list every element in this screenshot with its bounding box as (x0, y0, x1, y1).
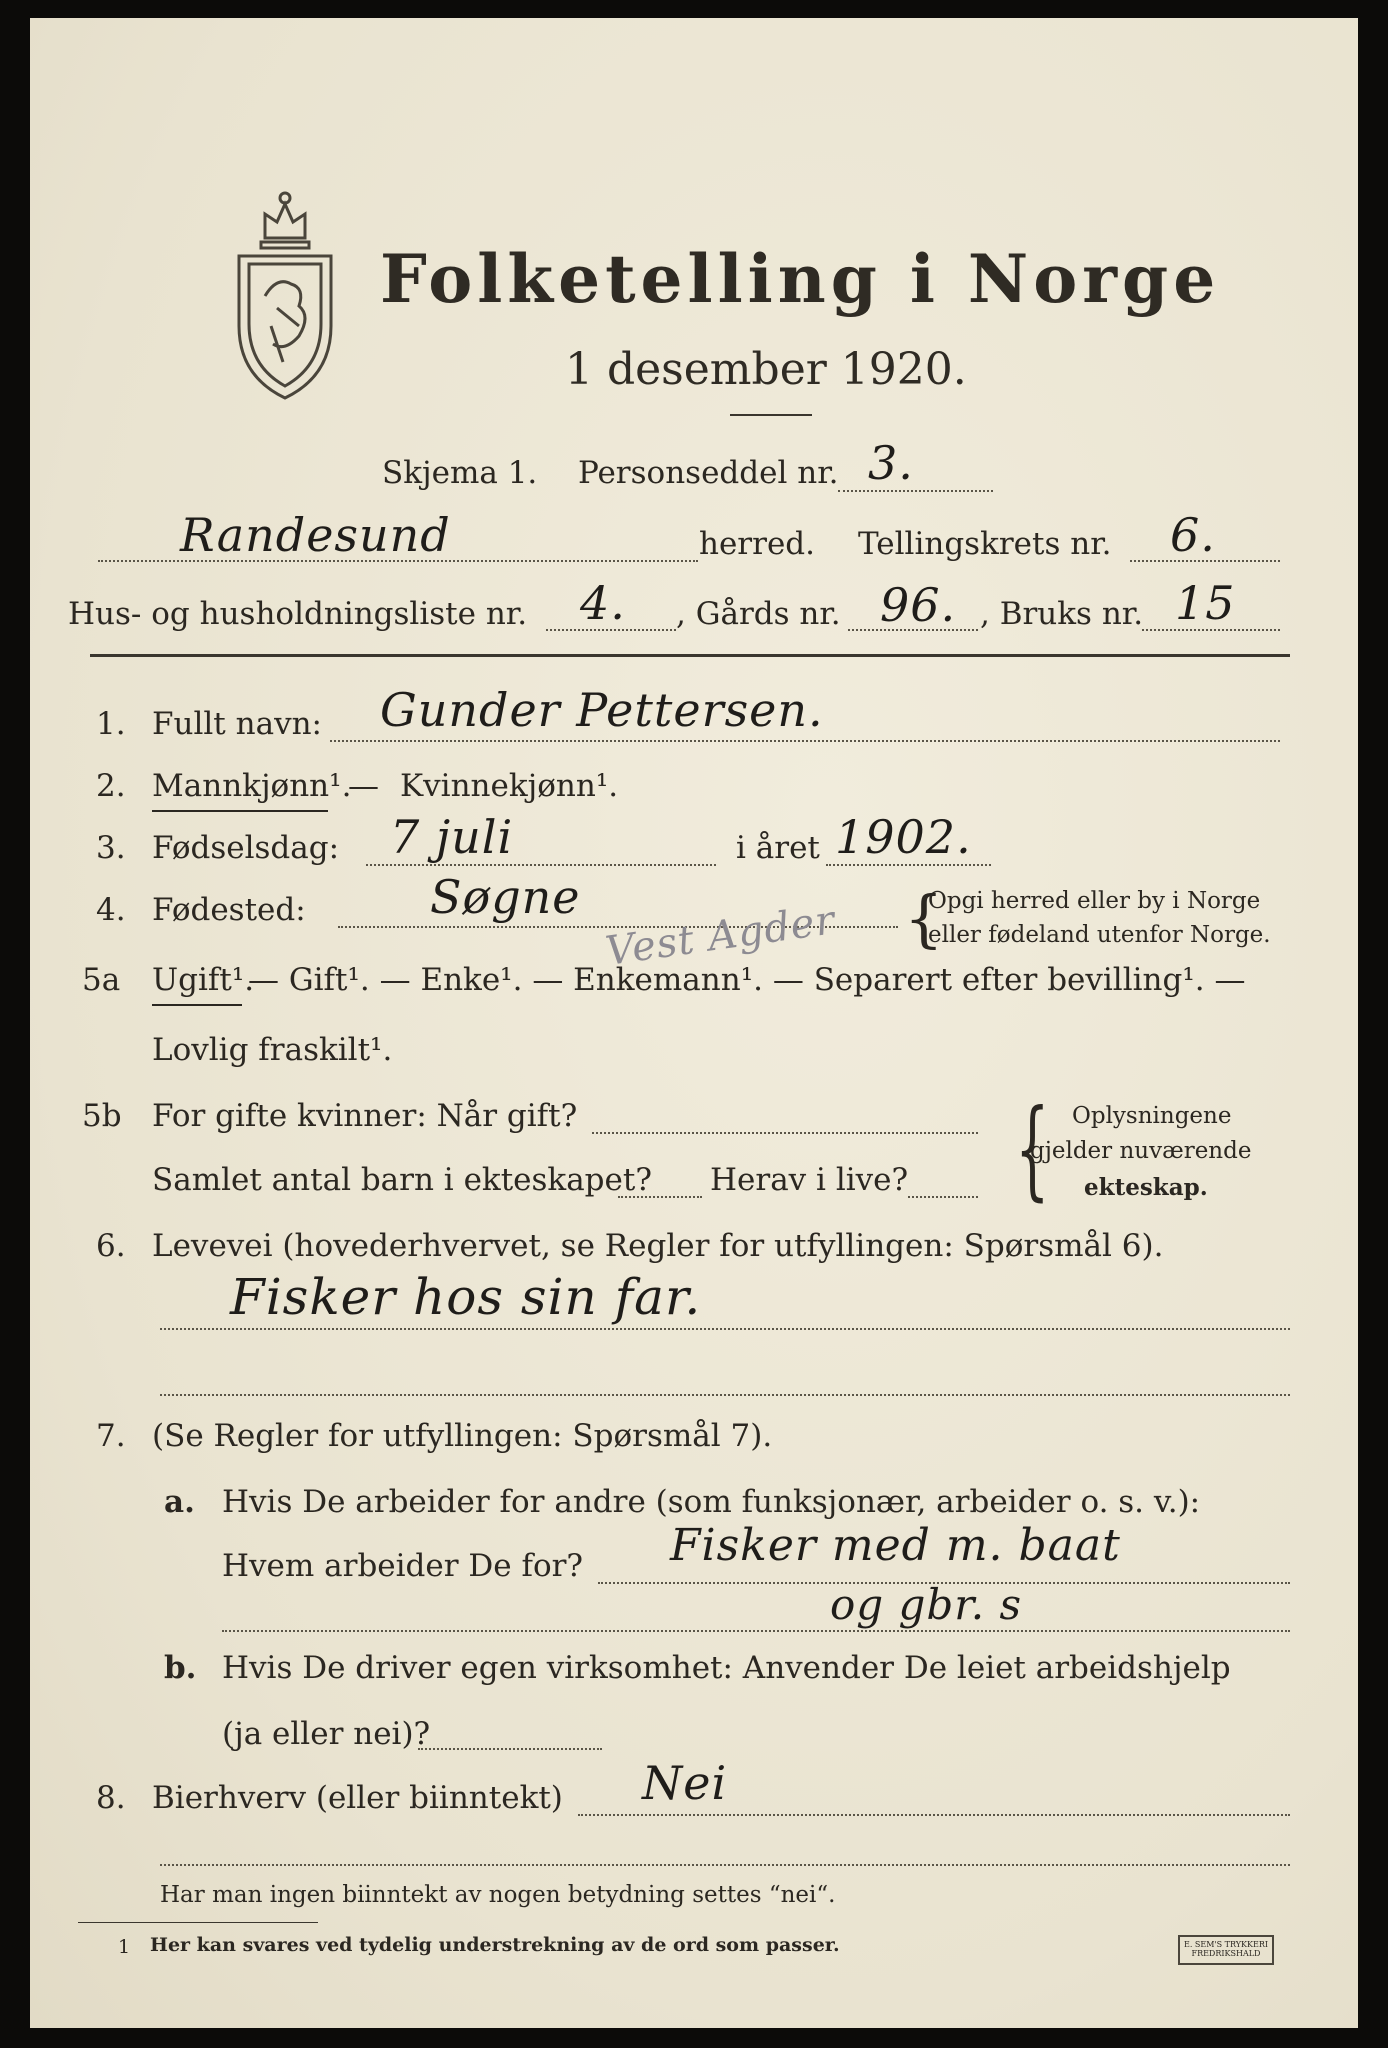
q5b-note-line1: Oplysningene (1072, 1103, 1232, 1129)
q2-number: 2. (96, 768, 126, 804)
hus-label: Hus- og husholdningsliste nr. (68, 596, 528, 632)
q7a-line1: Hvis De arbeider for andre (som funksjonær, arbeider o. s. v.): (222, 1484, 1201, 1520)
q3-number: 3. (96, 830, 126, 866)
q7a-dotted-line-2 (222, 1630, 1290, 1632)
q7b-line1: Hvis De driver egen virksomhet: Anvender De leiet arbeidshjelp (222, 1650, 1231, 1686)
gards-label: , Gårds nr. (676, 596, 841, 632)
footnote-text: Her kan svares ved tydelig understrekning av de ord som passer. (150, 1934, 840, 1956)
q7b-line2: (ja eller nei)? (222, 1716, 431, 1752)
skjema-label: Skjema 1. (382, 455, 538, 491)
q4-note-line1: Opgi herred eller by i Norge (928, 888, 1261, 914)
q3-label: Fødselsdag: (152, 830, 340, 866)
printer-stamp (1178, 1935, 1274, 1965)
q5b-married-dotted-line (592, 1132, 978, 1134)
q7-label: (Se Regler for utfyllingen: Spørsmål 7). (152, 1418, 773, 1454)
q7a-employer-label: Hvem arbeider De for? (222, 1548, 584, 1584)
q2-male-underline (152, 810, 328, 812)
hus-value: 4. (580, 576, 626, 630)
personseddel-dotted-line (838, 490, 993, 492)
q4-label: Fødested: (152, 892, 306, 928)
q5b-alive-dotted-line (908, 1196, 978, 1198)
q2-male-option: Mannkjønn¹. (152, 768, 352, 804)
q5a-other-options: — Gift¹. — Enke¹. — Enkemann¹. — Separert efter bevilling¹. — (248, 962, 1246, 998)
q1-dotted-line (330, 740, 1280, 742)
q8-dotted-line (578, 1814, 1290, 1816)
q1-number: 1. (96, 706, 126, 742)
herred-label: herred. (699, 526, 815, 562)
footer-note: Har man ingen biinntekt av nogen betydning settes “nei“. (160, 1882, 836, 1908)
q8-number: 8. (96, 1780, 126, 1816)
q4-pencil-annotation: Vest Agder (602, 897, 839, 975)
q5b-note-line3: ekteskap. (1084, 1174, 1208, 1201)
q5a-ugift-option: Ugift¹. (152, 962, 255, 998)
herred-value: Randesund (180, 508, 451, 562)
footnote-mark: 1 (118, 1936, 131, 1958)
tellingskrets-label: Tellingskrets nr. (858, 526, 1112, 562)
q6-dotted-line-1 (160, 1328, 1290, 1330)
q7b-dotted-line (418, 1748, 602, 1750)
q5b-alive-label: Herav i live? (710, 1162, 909, 1198)
q4-number: 4. (96, 892, 126, 928)
q3-year-value: 1902. (835, 810, 972, 864)
q3-day-dotted-line (366, 864, 716, 866)
personseddel-value: 3. (868, 436, 914, 490)
q5b-children-label: Samlet antal barn i ekteskapet? (152, 1162, 652, 1198)
q6-dotted-line-2 (160, 1394, 1290, 1396)
q1-label: Fullt navn: (152, 706, 322, 742)
bruks-label: , Bruks nr. (980, 596, 1144, 632)
bruks-value: 15 (1175, 576, 1236, 630)
q2-separator: — (348, 768, 379, 804)
footnote-rule (78, 1922, 318, 1923)
q4-birthplace-value: Søgne (430, 870, 581, 924)
q6-occupation-value: Fisker hos sin far. (230, 1268, 702, 1326)
q6-label: Levevei (hovederhvervet, se Regler for utfyllingen: Spørsmål 6). (152, 1228, 1164, 1264)
census-date: 1 desember 1920. (565, 344, 967, 395)
title-divider (730, 414, 812, 416)
q8-label: Bierhverv (eller biinntekt) (152, 1780, 563, 1816)
tellingskrets-value: 6. (1170, 508, 1216, 562)
q1-full-name-value: Gunder Pettersen. (380, 683, 824, 737)
q5b-number: 5b (82, 1098, 122, 1134)
q7b-letter: b. (164, 1650, 197, 1686)
q5b-line1-label: For gifte kvinner: Når gift? (152, 1098, 578, 1134)
q7a-employer-value-2: og gbr. s (830, 1580, 1023, 1629)
q5a-ugift-underline (152, 1004, 242, 1006)
q4-note-brace: { (904, 882, 944, 955)
q3-birthday-value: 7 juli (390, 810, 514, 864)
q3-year-label: i året (736, 830, 820, 866)
census-form-sheet (30, 18, 1358, 2028)
q5b-note-line2: gjelder nuværende (1030, 1138, 1252, 1164)
q8-side-income-value: Nei (642, 1756, 728, 1810)
norwegian-coat-of-arms-icon (225, 176, 345, 401)
header-separator (90, 654, 1290, 657)
printer-stamp-text: E. SEM'S TRYKKERI FREDRIKSHALD (1183, 1940, 1269, 1958)
q3-year-dotted-line (826, 864, 991, 866)
q5a-fraskilt-option: Lovlig fraskilt¹. (152, 1032, 393, 1068)
q5b-children-dotted-line (618, 1196, 702, 1198)
q7a-letter: a. (164, 1484, 195, 1520)
q5b-note-brace: { (1015, 1087, 1050, 1212)
form-title: Folketelling i Norge (380, 240, 1221, 318)
q7a-employer-value-1: Fisker med m. baat (670, 1520, 1121, 1571)
personseddel-label: Personseddel nr. (578, 455, 839, 491)
q2-female-option: Kvinnekjønn¹. (400, 768, 619, 804)
q7-number: 7. (96, 1418, 126, 1454)
q4-note-line2: eller fødeland utenfor Norge. (928, 922, 1271, 948)
gards-value: 96. (880, 578, 957, 632)
q8-dotted-line-2 (160, 1864, 1290, 1866)
q6-number: 6. (96, 1228, 126, 1264)
q5a-number: 5a (82, 962, 121, 998)
